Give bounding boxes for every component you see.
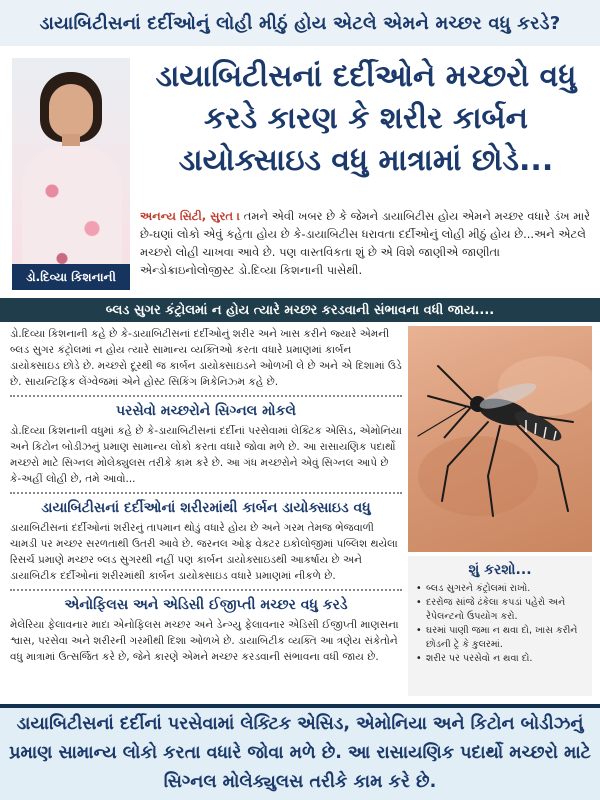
intro-paragraph [140,207,592,279]
paragraph-1: ડો.દિવ્યા કિશનાની કહે છે કે-ડાયાબિટીસનાં દર્દીઓનું શરીર અને ખાસ કરીને જ્યારે એમની બ્લડ સુગર કંટ્રોલમાં ન હોય ત્યારે સામાન્ય વ્યક્તિઓ કરતા વધારે પ્રમાણમાં કાર્બન ડાયોક્સાઇડ છોડે છે. મચ્છરો દૂરથી જ કાર્બન ડાયોક્સાઇડને ઓળખી લે છે અને એ દિશામાં ઉડે છે. સાયન્ટિફિક લેંગ્વેજમાં એને હોસ્ટ સિકિંગ મિકેનિઝ્મ કહે છે. [10,328,402,388]
article-body [10,326,402,665]
section-heading-co2: ડાયાબિટીસનાં દર્દીઓનાં શરીરમાંથી કાર્બન ડાયોક્સાઇડ વધુ [41,500,371,516]
tip-item: • દરરોજ સાંજે ઢંકેલા કપડાં પહેરો અને રેપેલન્ટનો ઉપયોગ કરો. [416,596,586,624]
section-heading-sweat: પરસેવો મચ્છરોને સિગ્નલ મોકલે [116,403,296,419]
tip-item: • બ્લડ સુગરને કંટ્રોલમાં રાખો. [416,582,586,596]
paragraph-species: મેલેરિયા ફેલાવનાર માદા એનોફિલસ મચ્છર અને ડેન્ગ્યુ ફેલાવનાર એડિસી ઈજીપ્તી માણસના શ્વાસ, પરસેવા અને શરીરની ગરમીથી દિશા ઓળખે છે. ડાયાબિટીક વ્યક્તિ આ ત્રણેય સંકેતોને વધુ માત્રામાં ઉત્સર્જિત કરે છે, જેને કારણે એમને મચ્છર કરડવાની સંભાવના વધી જાય છે. [10,619,399,663]
photo-face [49,84,93,138]
dotted-divider [10,589,402,591]
author-name-caption: ડો.દિવ્યા કિશનાની [12,264,130,290]
section-banner: બ્લડ સુગર કંટ્રોલમાં ન હોય ત્યારે મચ્છર કરડવાની સંભાવના વધી જાય.... [0,298,600,322]
tips-box [408,556,592,696]
paragraph-co2: ડાયાબિટીસનાં દર્દીઓનાં શરીરનું તાપમાન થોડું વધારે હોય છે અને ગરમ તેમજ ભેજવાળી ચામડી પર મચ્છર સરળતાથી ઉતરી આવે છે. જરનલ ઓફ વેક્ટર ઇકોલોજીમાં પબ્લિશ થયેલા રિસર્ચ પ્રમાણે મચ્છર બ્લડ સુગરથી નહીં પણ કાર્બન ડાયોક્સાઇડથી આકર્ષાય છે અને ડાયાબિટીક દર્દીઓનાં શરીરમાંથી કાર્બન ડાયોક્સાઇડ વધારે પ્રમાણમાં નીકળે છે. [10,522,398,582]
mosquito-icon [408,326,592,552]
tips-list [408,578,592,666]
author-photo [12,58,130,288]
dateline: અનન્ય સિટી, સુરત । [140,209,241,223]
tips-title: શું કરશો... [468,562,532,578]
top-headline: ડાયાબિટીસનાં દર્દીઓનું લોહી મીઠું હોય એટલે એમને મચ્છર વધુ કરડે? [0,0,600,46]
tip-item: • ઘરમાં પાણી જમા ન થવા દો, ખાસ કરીને છોડની ટ્રે કે કુલરમાં. [416,624,586,652]
mosquito-photo [408,326,592,552]
bottom-callout: ડાયાબિટીસનાં દર્દીનાં પરસેવામાં લેક્ટિક એસિડ, એમોનિયા અને કિટોન બોડીઝનું પ્રમાણ સામાન્ય લોકો કરતા વધારે જોવા મળે છે. આ રાસાયણિક પદાર્થો મચ્છરો માટે સિગ્નલ મોલેક્યુલસ તરીકે કામ કરે છે. [0,704,600,800]
dotted-divider [10,395,402,397]
section-heading-species: એનોફિલસ અને એડિસી ઈજીપ્તી મચ્છર વધુ કરડે [64,597,348,613]
dotted-divider [10,492,402,494]
tip-item: • શરીર પર પરસેવો ન થવા દો. [416,652,586,666]
intro-text: તમને એવી ખબર છે કે જેમને ડાયાબિટીસ હોય એમને મચ્છર વધારે ડંખ મારે છે-ઘણાં લોકો એવું કહેતા હોય છે કે-ડાયાબિટીસ ધરાવતા દર્દીઓનું લોહી મીઠું હોય છે...અને એટલે મચ્છરો લોહી ચાખવા આવે છે. પણ વાસ્તવિકતા શું છે એ વિશે જાણીએ જાણીતા એન્ડોક્રાઇનોલોજીસ્ટ ડો.દિવ્યા કિશનાની પાસેથી. [140,209,591,277]
main-title: ડાયાબિટીસનાં દર્દીઓને મચ્છરો વધુ કરડે કારણ કે શરીર કાર્બન ડાયોક્સાઇડ વધુ માત્રામાં છોડે... [155,59,577,178]
paragraph-sweat: ડો.દિવ્યા કિશનાની વધુમાં કહે છે કે-ડાયાબિટીસનાં દર્દીનાં પરસેવામાં લેક્ટિક એસિડ, એમોનિયા અને કિટોન બોડીઝનું પ્રમાણ સામાન્ય લોકો કરતા વધારે જોવા મળે છે. આ રાસાયણિક પદાર્થો મચ્છરો માટે સિગ્નલ મોલેક્યુલસ તરીકે કામ કરે છે. આ ગંધ મચ્છરોને એવું સિગ્નલ આપે છે કે-અહીં લોહી છે, તમે આવો... [10,425,402,485]
